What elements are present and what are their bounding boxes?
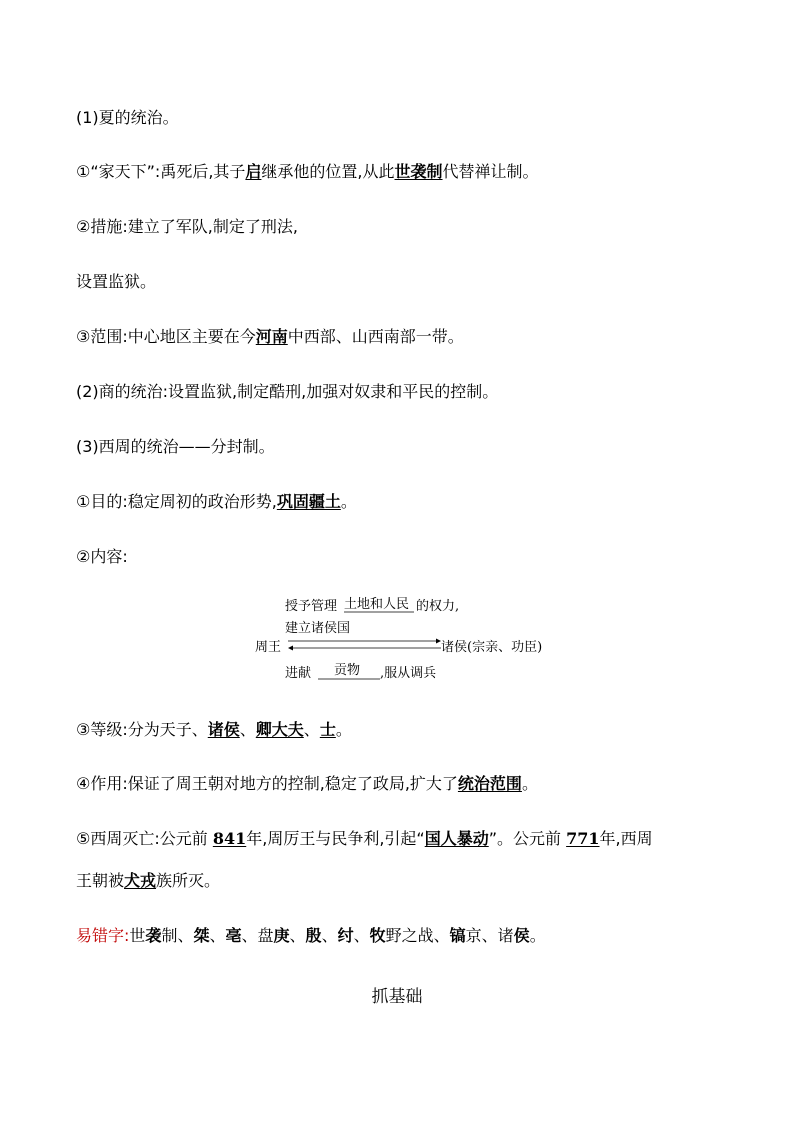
line-zuoyong <box>76 773 538 795</box>
char-yin: 殷 <box>305 926 322 945</box>
line-yicuozi <box>76 925 546 947</box>
line-xizhou: (3)西周的统治——分封制。 <box>76 437 275 456</box>
text: 继承他的位置,从此 <box>261 162 395 181</box>
line-cuoshi: ②措施:建立了军队,制定了刑法, <box>76 217 298 236</box>
answer-qingdafu: 卿大夫 <box>255 720 304 739</box>
yicuozi-label: 易错字: <box>76 926 130 945</box>
answer-shi: 士 <box>319 720 336 739</box>
char-hou: 侯 <box>513 926 530 945</box>
char-jie: 桀 <box>193 926 210 945</box>
diagram-right: 诸侯(宗亲、功臣) <box>441 640 543 655</box>
diagram-left: 周王 <box>255 640 282 655</box>
line-fanwei <box>76 326 464 348</box>
diagram-bottom-b: 贡物 <box>334 663 361 678</box>
text: 。 <box>521 774 538 793</box>
answer-qi: 启 <box>245 162 262 181</box>
answer-gonggujiangtu: 巩固疆土 <box>276 492 341 511</box>
char-hao: 镐 <box>449 926 466 945</box>
text: 、 <box>209 926 226 945</box>
text: ①“家天下”:禹死后,其子 <box>76 162 246 181</box>
text: 、 <box>353 926 370 945</box>
answer-quanrong: 犬戎 <box>124 871 157 890</box>
text: 中西部、山西南部一带。 <box>287 327 464 346</box>
answer-shixizhi: 世袭制 <box>394 162 443 181</box>
diagram-top1c: 的权力, <box>416 599 460 614</box>
answer-771: 771 <box>566 829 600 848</box>
line-xia-title: (1)夏的统治。 <box>76 108 179 127</box>
answer-841: 841 <box>212 829 247 848</box>
text: 、 <box>289 926 306 945</box>
text: 、盘 <box>241 926 274 945</box>
section-footer-title: 抓基础 <box>371 987 423 1007</box>
answer-tongzhifanwei: 统治范围 <box>457 774 522 793</box>
text: ④作用:保证了周王朝对地方的控制,稳定了政局,扩大了 <box>76 774 458 793</box>
char-mu: 牧 <box>369 926 386 945</box>
text: 年,周厉王与民争利,引起“ <box>246 829 425 848</box>
text: 族所灭。 <box>156 871 221 890</box>
text: ③等级:分为天子、 <box>76 720 208 739</box>
char-zhou: 纣 <box>337 926 354 945</box>
text: 制、 <box>161 926 194 945</box>
text: 、 <box>321 926 338 945</box>
text: 。 <box>340 492 357 511</box>
text: ①目的:稳定周初的政治形势, <box>76 492 277 511</box>
line-jianyu: 设置监狱。 <box>76 272 157 291</box>
diagram-top1b: 土地和人民 <box>344 597 410 612</box>
diagram-bottom-a: 进献 <box>285 666 312 681</box>
diagram-arrowhead-left <box>288 646 293 651</box>
text: 王朝被 <box>76 871 125 890</box>
diagram-top1a: 授予管理 <box>285 599 338 614</box>
text: ⑤西周灭亡:公元前 <box>76 829 213 848</box>
text: 、 <box>239 720 256 739</box>
char-geng: 庚 <box>273 926 290 945</box>
line-quanrong <box>76 870 220 892</box>
char-bo: 亳 <box>225 926 242 945</box>
line-mudi <box>76 491 357 513</box>
text: 代替禅让制。 <box>442 162 539 181</box>
answer-zhuhou: 诸侯 <box>207 720 240 739</box>
text: 。 <box>529 926 546 945</box>
fenfeng-diagram <box>250 593 550 685</box>
line-shang: (2)商的统治:设置监狱,制定酷刑,加强对奴隶和平民的控制。 <box>76 382 499 401</box>
text: ”。公元前 <box>488 829 567 848</box>
answer-guorenbaodong: 国人暴动 <box>424 829 489 848</box>
char-xi: 袭 <box>145 926 162 945</box>
diagram-top2: 建立诸侯国 <box>285 621 351 636</box>
line-dengji <box>76 719 352 741</box>
answer-henan: 河南 <box>255 327 288 346</box>
line-jiatianxia <box>76 161 539 183</box>
text: 世 <box>129 926 146 945</box>
text: 。 <box>335 720 352 739</box>
line-miewang <box>76 828 653 850</box>
text: 京、诸 <box>465 926 514 945</box>
line-neirong: ②内容: <box>76 547 128 566</box>
diagram-bottom-c: ,服从调兵 <box>380 666 437 681</box>
text: 、 <box>303 720 320 739</box>
text: ③范围:中心地区主要在今 <box>76 327 256 346</box>
text: 年,西周 <box>599 829 653 848</box>
text: 野之战、 <box>385 926 450 945</box>
